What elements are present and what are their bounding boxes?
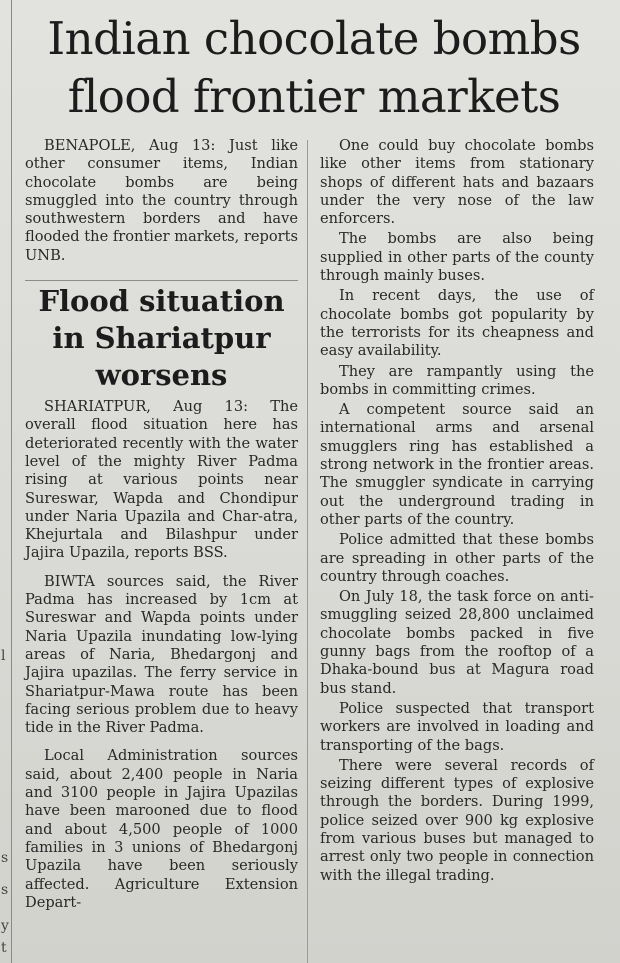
story1-paragraph: They are rampantly using the bombs in committing crimes.: [320, 362, 594, 398]
story1-lead: [25, 137, 298, 265]
edge-letter: s: [1, 882, 9, 898]
story2-paragraph: Local Administration sources said, about 2,400 people in Naria and 3100 people in Jajira Upazilas have been marooned due to flood and about 4,500 people of 1000 families in 3 unions of Bhedargonj Upazila have been seriously affected. Agriculture Extension Depart-: [25, 747, 298, 911]
story2-dateline: SHARIATPUR, Aug 13:: [43, 398, 249, 416]
edge-letter: l: [1, 648, 6, 664]
story2-lead-text: The overall flood situation here has deteriorated recently with the water level of the mighty River Padma rising at various points near Sureswar, Wapda and Chondipur under Naria Upazila and Char-atra, Khejurtala and Bilashpur under Jajira Upazila, reports BSS.: [25, 398, 298, 562]
story1-paragraph: In recent days, the use of chocolate bombs got popularity by the terrorists for its cheapness and easy availability.: [320, 287, 594, 360]
story1-paragraph: Police suspected that transport workers are involved in loading and transporting of the bags.: [320, 699, 594, 754]
edge-letter: t: [1, 940, 7, 956]
edge-letter: y: [1, 918, 9, 934]
story2-lead: [25, 398, 298, 563]
story1-paragraph: A competent source said an international arms and arsenal smugglers ring has established a strong network in the frontier areas. The smuggler syndicate in carrying out the underground trading in other parts of the country.: [320, 401, 594, 528]
main-headline: Indian chocolate bombs flood frontier markets: [47, 12, 581, 123]
column-divider: [307, 140, 308, 963]
story2-paragraph: BIWTA sources said, the River Padma has increased by 1cm at Sureswar and Wapda points under Naria Upazila inundating low-lying areas of Naria, Bhedargonj and Jajira upazilas. The ferry service in Shariatpur-Mawa route has been facing serious problem due to heavy tide in the River Padma.: [25, 572, 298, 737]
column-rule: [11, 0, 12, 963]
story1-paragraph: The bombs are also being supplied in other parts of the county through mainly buses.: [320, 230, 594, 285]
story2-headline: Flood situation in Shariatpur worsens: [38, 284, 285, 393]
story1-paragraph: Police admitted that these bombs are spreading in other parts of the country through coaches.: [320, 531, 594, 585]
right-column: [320, 137, 594, 887]
story1-paragraph: On July 18, the task force on anti-smuggling seized 28,800 unclaimed chocolate bombs packed in five gunny bags from the rooftop of a Dhaka-bound bus at Magura road bus stand.: [320, 588, 594, 697]
story1-paragraph: There were several records of seizing different types of explosive through the borders. During 1999, police seized over 900 kg explosive from various buses but managed to arrest only two people in connection with the illegal trading.: [320, 756, 594, 884]
story-separator: [25, 280, 298, 281]
story1-dateline: BENAPOLE, Aug 13:: [43, 137, 216, 154]
left-column: [25, 137, 298, 914]
edge-letter: s: [1, 850, 9, 866]
story1-lead-text: Just like other consumer items, Indian chocolate bombs are being smuggled into the country through southwestern borders and have flooded the frontier markets, reports UNB.: [25, 137, 299, 264]
story1-paragraph: One could buy chocolate bombs like other items from stationary shops of different hats and bazaars under the very nose of the law enforcers.: [320, 137, 594, 228]
